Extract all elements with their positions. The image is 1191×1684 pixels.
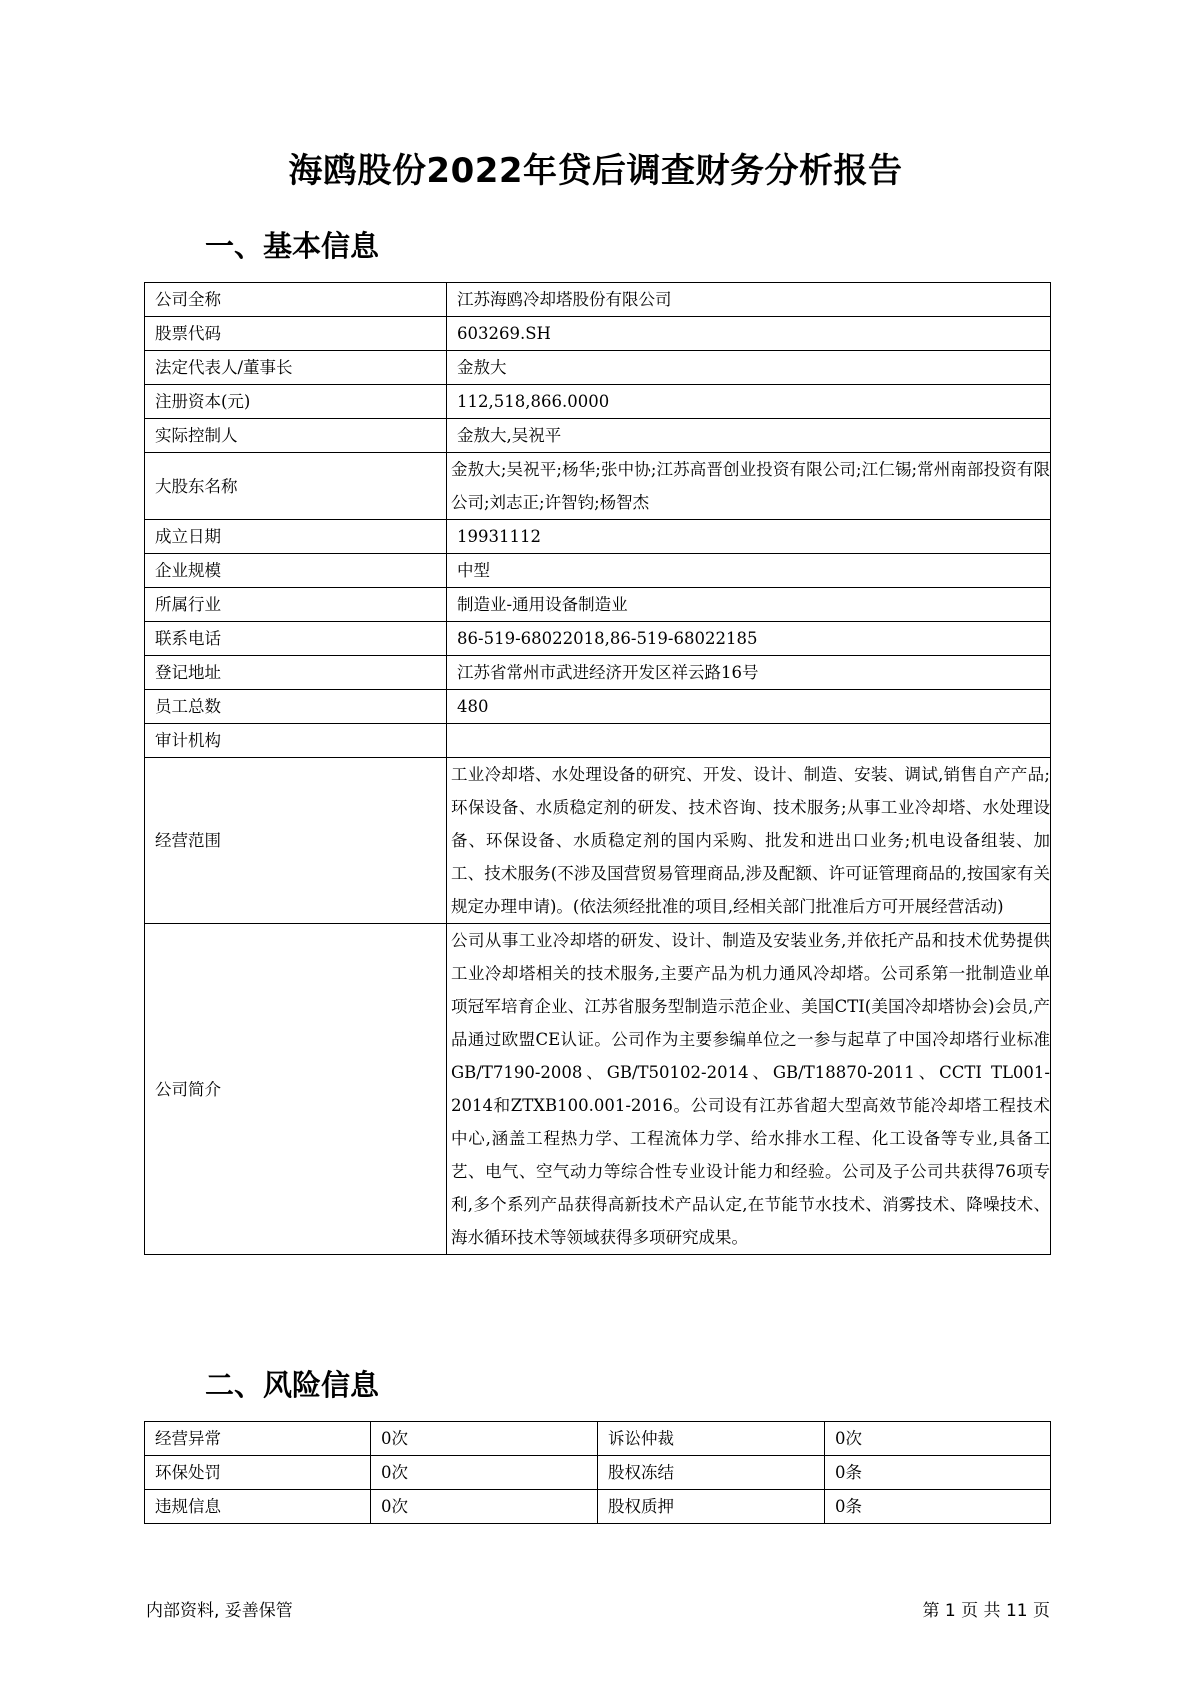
row-label: 公司简介 [145,924,447,1255]
row-value: 603269.SH [447,317,1051,351]
row-value: 112,518,866.0000 [447,385,1051,419]
row-label: 联系电话 [145,622,447,656]
risk-label: 诉讼仲裁 [598,1422,825,1456]
row-label: 实际控制人 [145,419,447,453]
basic-info-table [144,282,1051,1255]
table-row [145,385,1051,419]
risk-label: 违规信息 [145,1490,371,1524]
row-value: 金敖大,吴祝平 [447,419,1051,453]
page-title: 海鸥股份2022年贷后调查财务分析报告 [288,151,903,191]
footer-page-number: 第 1 页 共 11 页 [922,1601,1050,1621]
row-label: 员工总数 [145,690,447,724]
table-row [145,283,1051,317]
risk-value: 0次 [825,1422,1051,1456]
section-heading-risk-info: 二、风险信息 [205,1368,380,1402]
table-row [145,351,1051,385]
table-row [145,1456,1051,1490]
risk-label: 股权冻结 [598,1456,825,1490]
row-label: 股票代码 [145,317,447,351]
risk-info-table [144,1421,1051,1524]
row-value: 江苏省常州市武进经济开发区祥云路16号 [447,656,1051,690]
row-label: 审计机构 [145,724,447,758]
row-value: 工业冷却塔、水处理设备的研究、开发、设计、制造、安装、调试,销售自产产品;环保设备、水质稳定剂的研发、技术咨询、技术服务;从事工业冷却塔、水处理设备、环保设备、水质稳定剂的国内采购、批发和进出口业务;机电设备组装、加工、技术服务(不涉及国营贸易管理商品,涉及配额、许可证管理商品的,按国家有关规定办理申请)。(依法须经批准的项目,经相关部门批准后方可开展经营活动) [447,758,1051,924]
risk-value: 0条 [825,1490,1051,1524]
risk-label: 环保处罚 [145,1456,371,1490]
risk-value: 0次 [371,1490,598,1524]
table-row [145,656,1051,690]
row-value: 480 [447,690,1051,724]
table-row [145,554,1051,588]
table-row [145,758,1051,924]
row-value: 中型 [447,554,1051,588]
row-value: 19931112 [447,520,1051,554]
risk-value: 0次 [371,1422,598,1456]
table-row [145,1490,1051,1524]
risk-value: 0条 [825,1456,1051,1490]
row-value [447,724,1051,758]
row-value: 86-519-68022018,86-519-68022185 [447,622,1051,656]
row-value: 江苏海鸥冷却塔股份有限公司 [447,283,1051,317]
table-row [145,419,1051,453]
table-row [145,724,1051,758]
row-label: 所属行业 [145,588,447,622]
row-value: 公司从事工业冷却塔的研发、设计、制造及安装业务,并依托产品和技术优势提供工业冷却塔相关的技术服务,主要产品为机力通风冷却塔。公司系第一批制造业单项冠军培育企业、江苏省服务型制造示范企业、美国CTI(美国冷却塔协会)会员,产品通过欧盟CE认证。公司作为主要参编单位之一参与起草了中国冷却塔行业标准GB/T7190-2008、GB/T50102-2014、GB/T18870-2011、CCTI TL001-2014和ZTXB100.001-2016。公司设有江苏省超大型高效节能冷却塔工程技术中心,涵盖工程热力学、工程流体力学、给水排水工程、化工设备等专业,具备工艺、电气、空气动力等综合性专业设计能力和经验。公司及子公司共获得76项专利,多个系列产品获得高新技术产品认定,在节能节水技术、消雾技术、降噪技术、海水循环技术等领域获得多项研究成果。 [447,924,1051,1255]
row-label: 企业规模 [145,554,447,588]
footer-confidential-note: 内部资料, 妥善保管 [146,1601,293,1621]
table-row [145,588,1051,622]
section-heading-basic-info: 一、基本信息 [205,229,380,263]
row-label: 大股东名称 [145,453,447,520]
table-row [145,520,1051,554]
table-row [145,690,1051,724]
row-label: 经营范围 [145,758,447,924]
risk-label: 股权质押 [598,1490,825,1524]
row-label: 注册资本(元) [145,385,447,419]
table-row [145,924,1051,1255]
row-label: 公司全称 [145,283,447,317]
risk-value: 0次 [371,1456,598,1490]
row-value: 制造业-通用设备制造业 [447,588,1051,622]
table-row [145,1422,1051,1456]
row-label: 法定代表人/董事长 [145,351,447,385]
row-label: 登记地址 [145,656,447,690]
row-value: 金敖大;吴祝平;杨华;张中协;江苏高晋创业投资有限公司;江仁锡;常州南部投资有限公司;刘志正;许智钧;杨智杰 [447,453,1051,520]
table-row [145,453,1051,520]
risk-label: 经营异常 [145,1422,371,1456]
table-row [145,317,1051,351]
table-row [145,622,1051,656]
row-label: 成立日期 [145,520,447,554]
row-value: 金敖大 [447,351,1051,385]
